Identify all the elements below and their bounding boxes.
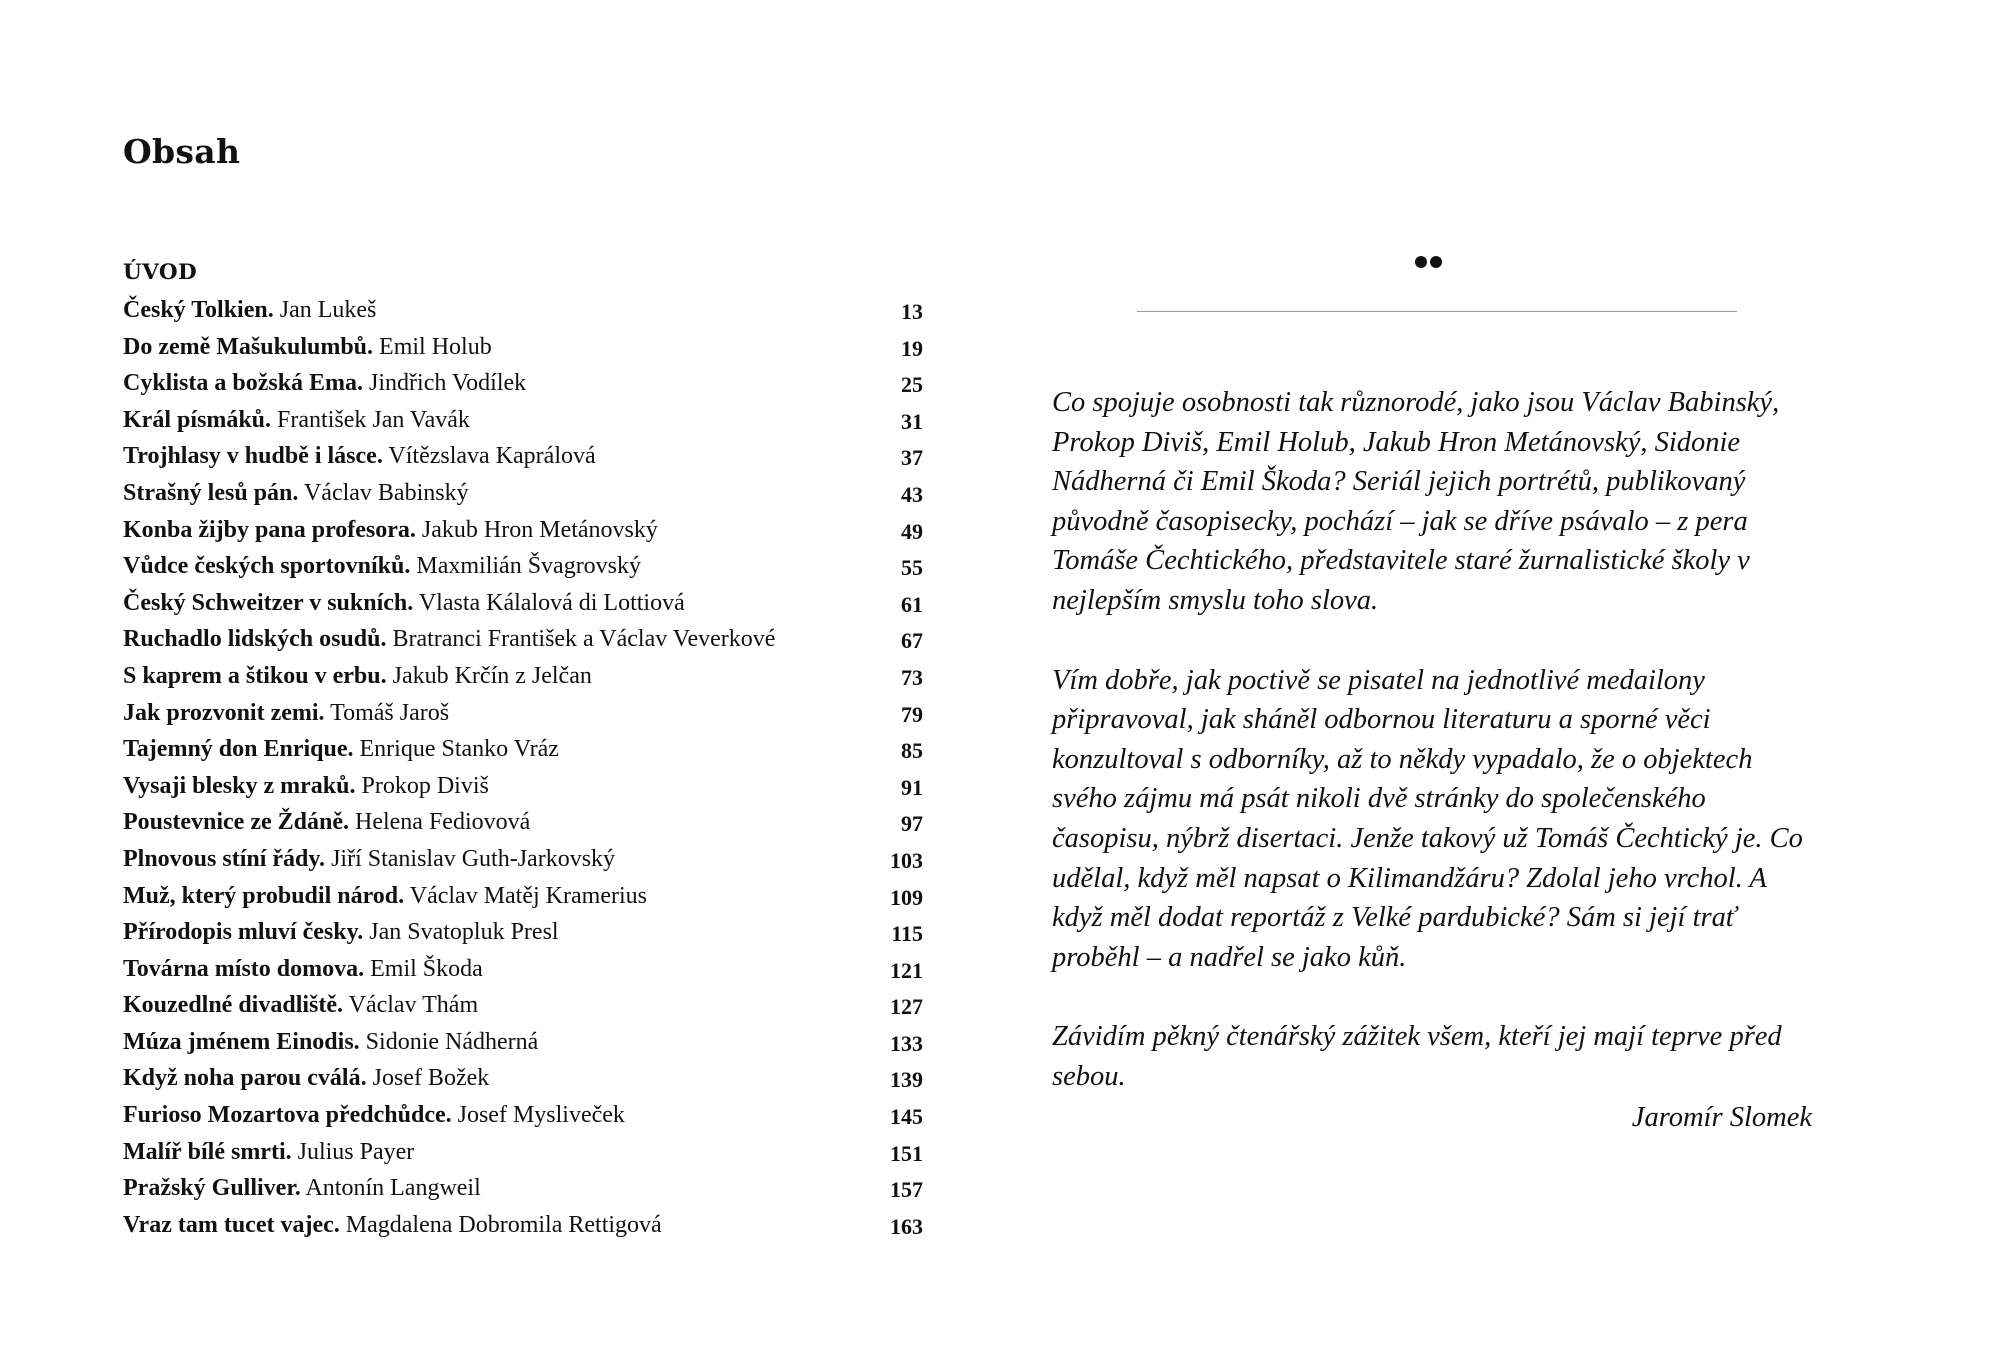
- toc-entry-title: Konba žijby pana profesora.: [123, 516, 416, 543]
- toc-entry-author: Jakub Krčín z Jelčan: [392, 662, 592, 689]
- toc-entry-author: Václav Matěj Kramerius: [409, 882, 647, 909]
- toc-entry: [123, 733, 923, 770]
- toc-entry-author: Magdalena Dobromila Rettigová: [345, 1211, 662, 1238]
- toc-entry-title: Plnovous stíní řády.: [123, 845, 326, 872]
- toc-entry-title: Český Tolkien.: [123, 297, 274, 323]
- toc-entry-page-number: 79: [901, 701, 923, 727]
- toc-entry: [123, 806, 923, 843]
- toc-entry: [123, 514, 923, 551]
- toc-entry-author: Bratranci František a Václav Veverkové: [392, 626, 776, 653]
- toc-entry-title: Muž, který probudil národ.: [123, 882, 405, 909]
- ornament-dot: [1415, 256, 1427, 268]
- foreword-page: [1052, 0, 1812, 1366]
- toc-entry-title: Kouzedlné divadliště.: [123, 992, 344, 1019]
- toc-entry-author: Prokop Diviš: [361, 772, 489, 799]
- toc-entry: [123, 1209, 923, 1246]
- ornament-dot: [1430, 256, 1442, 268]
- toc-entry-author: František Jan Vavák: [277, 406, 470, 433]
- toc-entry-page-number: 55: [901, 555, 923, 581]
- toc-entry: [123, 1062, 923, 1099]
- toc-entry: [123, 1172, 923, 1209]
- toc-entry-page-number: 31: [901, 408, 923, 434]
- toc-entry-title: Král písmáků.: [123, 406, 272, 433]
- toc-entry-page-number: 127: [890, 994, 923, 1020]
- toc-entry-title: Cyklista a božská Ema.: [123, 370, 364, 397]
- toc-entry-page-number: 109: [890, 884, 923, 910]
- toc-entry-page-number: 37: [901, 445, 923, 471]
- toc-entry: [123, 587, 923, 624]
- toc-entry-page-number: 151: [890, 1140, 923, 1166]
- two-dot-ornament-icon: [1415, 253, 1455, 267]
- toc-entry-author: Jan Lukeš: [279, 297, 377, 323]
- toc-entry-title: S kaprem a štikou v erbu.: [123, 662, 387, 689]
- toc-entry-author: Jiří Stanislav Guth-Jarkovský: [331, 845, 616, 872]
- toc-entry-title: Trojhlasy v hudbě i lásce.: [123, 443, 383, 470]
- toc-entry-author: Helena Fediovová: [354, 809, 531, 836]
- toc-entry-title: Tajemný don Enrique.: [123, 736, 354, 763]
- foreword-paragraph-1: Co spojuje osobnosti tak různorodé, jako jsou Václav Babinský, Prokop Diviš, Emil Holub, Jakub Hron Metánovský, Sidonie Nádherná či Emil Škoda? Seriál jejich portrétů, publikovaný původně časopisecky, pochází – jak se dříve psávalo – z pera Tomáše Čechtického, představitele staré žurnalistické školy v nejlepším smyslu toho slova.: [1052, 387, 1780, 616]
- toc-entry-title: Vysaji blesky z mraků.: [123, 772, 356, 799]
- toc-entry-page-number: 85: [901, 738, 923, 764]
- toc-entry-page-number: 43: [901, 481, 923, 507]
- toc-entry-page-number: 13: [901, 299, 923, 324]
- ornament-divider: [1137, 311, 1737, 312]
- toc-section-heading: ÚVOD: [123, 260, 198, 285]
- toc-entry-title: Do země Mašukulumbů.: [123, 333, 374, 360]
- toc-entry: [123, 953, 923, 990]
- toc-entry-author: Václav Babinský: [303, 479, 469, 506]
- toc-entry-page-number: 91: [901, 774, 923, 800]
- toc-entry-page-number: 133: [890, 1030, 923, 1056]
- toc-entry-author: Emil Škoda: [370, 955, 483, 982]
- toc-entry: [123, 880, 923, 917]
- toc-entry-title: Malíř bílé smrti.: [123, 1138, 292, 1165]
- toc-entry-title: Poustevnice ze Ždáně.: [123, 809, 349, 836]
- toc-entry-author: Josef Božek: [372, 1065, 490, 1092]
- toc-entry: [123, 989, 923, 1026]
- toc-entry-page-number: 121: [890, 957, 923, 983]
- toc-entry: [123, 367, 923, 404]
- toc-entry-author: Václav Thám: [348, 992, 479, 1019]
- toc-entry: [123, 440, 923, 477]
- toc-entry-page-number: 67: [901, 628, 923, 654]
- toc-entry-page-number: 25: [901, 372, 923, 398]
- toc-entry-author: Josef Mysliveček: [457, 1102, 625, 1129]
- toc-entry-page-number: 61: [901, 591, 923, 617]
- toc-entry-title: Vraz tam tucet vajec.: [123, 1211, 340, 1238]
- toc-entry-title: Továrna místo domova.: [123, 955, 365, 982]
- toc-entry: [123, 477, 923, 514]
- toc-entry: [123, 1026, 923, 1063]
- toc-entry-title: Furioso Mozartova předchůdce.: [123, 1102, 452, 1129]
- toc-entry-title: Ruchadlo lidských osudů.: [123, 626, 387, 653]
- toc-entry: [123, 1136, 923, 1173]
- toc-entry-page-number: 145: [890, 1104, 923, 1130]
- toc-entry-title: Český Schweitzer v sukních.: [123, 589, 414, 616]
- foreword-paragraph-2: Vím dobře, jak poctivě se pisatel na jednotlivé medailony připravoval, jak sháněl odbornou literaturu a sporné věci konzultoval s odborníky, až to někdy vypadalo, že o objektech svého zájmu má psát nikoli dvě stránky do společenského časopisu, nýbrž disertaci. Jenže takový už Tomáš Čechtický je. Co udělal, když měl napsat o Kilimandžáru? Zdolal jeho vrchol. A když měl dodat reportáž z Velké pardubické? Sám si její trať proběhl – a nadřel se jako kůň.: [1052, 664, 1803, 973]
- toc-entry-author: Julius Payer: [297, 1138, 415, 1165]
- toc-entry-page-number: 97: [901, 811, 923, 837]
- toc-entry-author: Maxmilián Švagrovský: [416, 553, 642, 580]
- table-of-contents-page: [123, 0, 923, 1366]
- toc-entry-author: Antonín Langweil: [305, 1175, 481, 1202]
- toc-entry-author: Tomáš Jaroš: [330, 699, 450, 726]
- toc-entry-author: Sidonie Nádherná: [365, 1028, 539, 1055]
- toc-entry: [123, 843, 923, 880]
- toc-entry-page-number: 103: [890, 847, 923, 873]
- toc-entry: [123, 623, 923, 660]
- toc-entry-title: Přírodopis mluví česky.: [123, 919, 364, 946]
- toc-entry-page-number: 115: [891, 921, 923, 947]
- toc-entry-page-number: 73: [901, 664, 923, 690]
- toc-entry-title: Jak prozvonit zemi.: [123, 699, 325, 726]
- toc-entry-title: Když noha parou cválá.: [123, 1065, 367, 1092]
- toc-entry-page-number: 19: [901, 335, 923, 361]
- toc-title: Obsah: [123, 132, 241, 171]
- toc-entry-author: Jindřich Vodílek: [369, 370, 527, 397]
- toc-entry-author: Enrique Stanko Vráz: [359, 736, 559, 763]
- toc-entry-author: Jan Svatopluk Presl: [369, 919, 559, 946]
- foreword-paragraph-3: Závidím pěkný čtenářský zážitek všem, kteří jej mají teprve před sebou.: [1052, 1021, 1782, 1092]
- toc-entry: [123, 770, 923, 807]
- toc-entry-page-number: 157: [890, 1177, 923, 1203]
- toc-entry-author: Vlasta Kálalová di Lottiová: [418, 589, 685, 616]
- foreword-text: [1052, 383, 1812, 1137]
- toc-entry-title: Múza jménem Einodis.: [123, 1028, 360, 1055]
- toc-entry-title: Pražský Gulliver.: [123, 1175, 301, 1202]
- foreword-signature: Jaromír Slomek: [1631, 1102, 1812, 1133]
- toc-entry-page-number: 49: [901, 518, 923, 544]
- toc-list: [123, 294, 923, 1245]
- toc-entry-title: Strašný lesů pán.: [123, 479, 299, 506]
- toc-entry: [123, 916, 923, 953]
- toc-entry: [123, 404, 923, 441]
- toc-entry: [123, 331, 923, 368]
- toc-entry-author: Jakub Hron Metánovský: [421, 516, 658, 543]
- toc-entry-author: Emil Holub: [379, 333, 492, 360]
- toc-entry-page-number: 139: [890, 1067, 923, 1093]
- toc-entry: [123, 294, 923, 331]
- toc-entry-title: Vůdce českých sportovníků.: [123, 553, 411, 580]
- toc-entry: [123, 697, 923, 734]
- toc-entry-author: Vítězslava Kaprálová: [388, 443, 596, 470]
- toc-entry: [123, 660, 923, 697]
- toc-entry-page-number: 163: [890, 1213, 923, 1239]
- toc-entry: [123, 550, 923, 587]
- toc-entry: [123, 1099, 923, 1136]
